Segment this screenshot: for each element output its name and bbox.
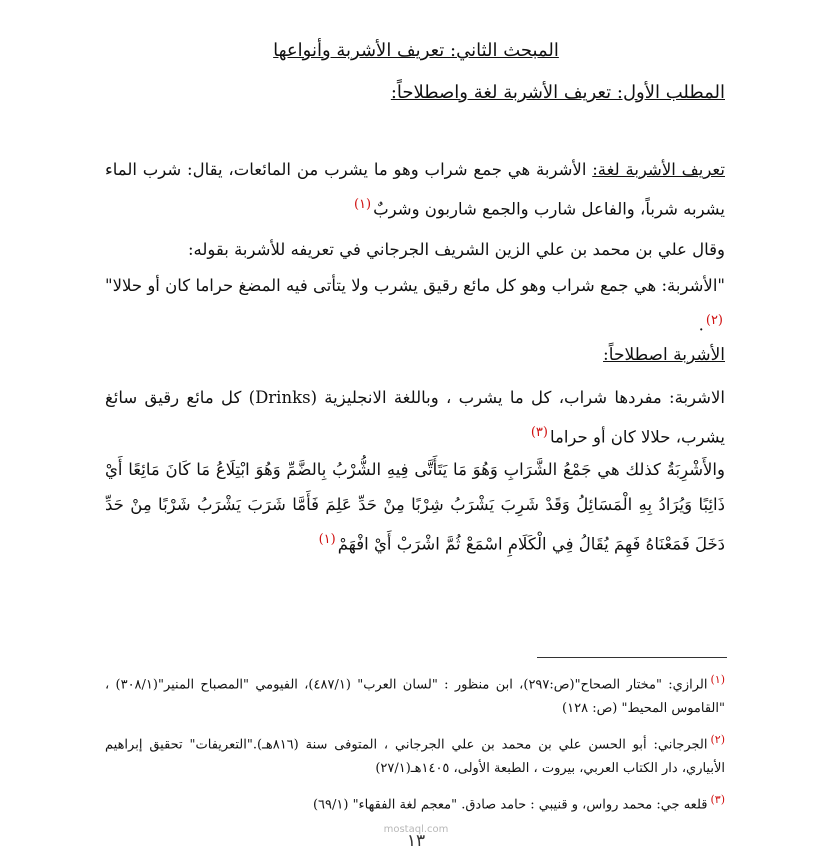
paragraph-vocalized: [105, 452, 725, 562]
footnote-text: الجرجاني: أبو الحسن علي بن محمد بن علي الجرجاني ، المتوفى سنة (٨١٦هـ)."التعريفات" تحقيق إبراهيم الأبياري، دار الكتاب العربي، بيروت ، الطبعة الأولى، ١٤٠٥هـ(٢٧/١): [105, 737, 725, 777]
footnote-2: [105, 728, 725, 781]
paragraph-jurjani-quote: [105, 268, 725, 343]
footnote-number: (١): [710, 673, 725, 686]
footnote-text: الرازي: "مختار الصحاح"(ص:٢٩٧)، ابن منظور : "لسان العرب" (٤٨٧/١)، الفيومي "المصباح المنير"(٣٠٨/١) ، "القاموس المحيط" (ص: ١٢٨): [105, 677, 725, 717]
footnote-number: (٢): [710, 733, 725, 746]
footnote-1: [105, 668, 725, 721]
paragraph-jurjani-intro: [105, 232, 725, 267]
footnote-3: [105, 788, 725, 817]
chapter-title: المبحث الثاني: تعريف الأشربة وأنواعها: [273, 40, 559, 61]
paragraph-text: والأَشْرِبَةُ كذلك هي جَمْعُ الشَّرَابِ وَهُوَ مَا يَتَأَتَّى فِيهِ الشُّرْبُ بِالضَّمِّ وَهُوَ ابْتِلَاعُ مَا كَانَ مَائِعًا أَيْ ذَائِبًا وَيُرَادُ بِهِ الْمَسَائِلُ وَقَدْ شَرِبَ يَشْرَبُ شِرْبًا مِنْ حَدِّ عَلِمَ فَأَمَّا شَرَبَ يَشْرَبُ شَرْبًا مِنْ حَدِّ دَخَلَ فَمَعْنَاهُ فَهِمَ يُقَالُ فِي الْكَلَامِ اسْمَعْ ثُمَّ اشْرَبْ أَيْ افْهَمْ: [105, 460, 725, 554]
paragraph-text: الأشربة هي جمع شراب وهو ما يشرب من المائعات، يقال: شرب الماء يشربه شرباً، والفاعل شارب والجمع شاربون وشربٌ: [105, 160, 725, 219]
footnote-ref[interactable]: (٣): [530, 425, 548, 440]
footnote-divider: [537, 657, 727, 658]
paragraph-technical-definition: [105, 380, 725, 455]
quote-end: .: [698, 315, 704, 335]
paragraph-text: وقال علي بن محمد بن علي الزين الشريف الجرجاني في تعريفه للأشربة بقوله:: [187, 240, 725, 259]
footnote-text: قلعه جي: محمد رواس، و قنيبي : حامد صادق. "معجم لغة الفقهاء" (٦٩/١): [312, 797, 708, 813]
footnote-ref[interactable]: (٢): [705, 313, 723, 328]
quote-text: "الأشربة: هي جمع شراب وهو كل مائع رقيق يشرب ولا يتأتى فيه المضغ حراما كان أو حلالا": [105, 276, 725, 295]
section-title: المطلب الأول: تعريف الأشربة لغة واصطلاحاً:: [390, 82, 725, 103]
footnote-number: (٣): [710, 793, 725, 806]
footnote-ref[interactable]: (١): [318, 532, 336, 547]
paragraph-lexical-definition: [105, 152, 725, 227]
paragraph-label: تعريف الأشربة لغة:: [592, 160, 725, 179]
page-number: ١٣: [406, 831, 426, 851]
footnote-ref[interactable]: (١): [353, 197, 372, 212]
watermark: mostaql.com: [383, 824, 449, 835]
subsection-title: الأشربة اصطلاحاً:: [603, 345, 725, 365]
paragraph-text: الاشربة: مفردها شراب، كل ما يشرب ، وباللغة الانجليزية (Drinks) كل مائع رقيق سائغ يشرب، حلالا كان أو حراما: [105, 388, 725, 447]
